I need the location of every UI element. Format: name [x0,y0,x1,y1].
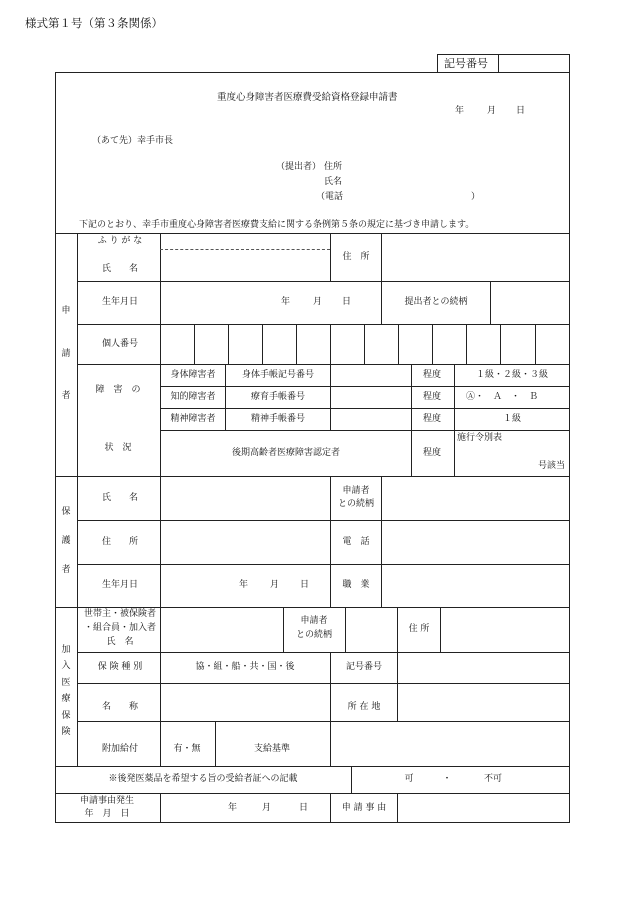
insurance-section-char-1: 加 [61,645,71,655]
insurance-location-label: 所 在 地 [347,702,381,712]
guardian-address-label: 住 所 [101,537,139,547]
reason-label: 申 請 事 由 [341,803,387,813]
mental-degree-label: 程度 [422,414,442,424]
physical-degree-label: 程度 [422,370,442,380]
elderly-degree-label: 程度 [422,448,442,458]
applicant-name-label: 氏 名 [101,264,139,274]
guardian-occupation-label: 職 業 [342,580,370,590]
guardian-section-char-1: 保 [61,507,71,517]
extra-benefit-label: 附加給付 [101,744,139,754]
guardian-section-char-3: 者 [61,565,71,575]
submitter-name-label: 氏名 [324,177,343,187]
reason-date-month: 月 [262,803,272,813]
benefit-criteria-label: 支給基準 [253,744,291,754]
applicant-furigana-label: ふ り が な [97,236,143,246]
physical-disability-label: 身体障害者 [170,370,216,380]
guardian-birth-year: 年 [239,580,249,590]
reason-date-day: 日 [299,803,309,813]
reason-date-label-2: 年 月 日 [84,809,130,819]
declaration-text: 下記のとおり、幸手市重度心身障害者医療費支給に関する条例第５条の規定に基づき申請します。 [79,220,475,230]
intellectual-degree-rest: ・ Ａ ・ Ｂ [475,392,539,402]
date-day: 日 [516,106,526,116]
elderly-disability-label: 後期高齢者医療障害認定者 [231,448,341,458]
submitter-address-label: 住所 [324,162,343,172]
physical-degree-values: １級・２級・３級 [475,370,549,380]
applicant-name-field[interactable] [245,250,329,280]
applicant-section-char-1: 申 [61,306,71,316]
guardian-birth-label: 生年月日 [101,580,139,590]
reason-date-year: 年 [228,803,238,813]
extra-benefit-values: 有・無 [173,744,201,754]
intellectual-degree-label: 程度 [422,392,442,402]
insurance-section-char-4: 療 [61,694,71,704]
applicant-birth-label: 生年月日 [101,297,139,307]
guardian-name-label: 氏 名 [101,493,139,503]
mental-book-label: 精神手帳番号 [250,414,306,424]
addressee: （あて先）幸手市長 [92,136,174,146]
personal-number-label: 個人番号 [101,339,139,349]
applicant-section-char-2: 請 [61,349,71,359]
guardian-birth-day: 日 [300,580,310,590]
intellectual-disability-label: 知的障害者 [170,392,216,402]
insured-head-label-3: 氏 名 [106,637,134,647]
generic-drug-note: ※後発医薬品を希望する旨の受給者証への記載 [108,774,298,784]
applicant-section-char-3: 者 [61,391,71,401]
guardian-relation-label-1: 申請者 [342,486,370,496]
guardian-relation-label-2: との続柄 [337,499,375,509]
guardian-birth-month: 月 [270,580,280,590]
insured-head-label-1: 世帯主・被保険者 [83,609,157,619]
intellectual-book-label: 療育手帳番号 [250,392,306,402]
insured-head-label-2: ・組合員・加入者 [83,623,157,633]
intellectual-degree-values [466,393,538,402]
form-title: 重度心身障害者医療費受給資格登録申請書 [217,92,398,103]
applicant-address-label: 住 所 [342,252,370,262]
insurance-name-label: 名 称 [101,702,139,712]
disability-label-2: 状 況 [104,443,132,453]
insured-relation-label-1: 申請者 [300,616,328,626]
circled-a-icon: Ⓐ [466,392,476,402]
insurance-section-char-5: 保 [61,711,71,721]
generic-drug-separator: ・ [442,774,452,784]
insured-relation-label-2: との続柄 [295,630,333,640]
generic-drug-no[interactable]: 不可 [483,774,503,784]
generic-drug-yes[interactable]: 可 [404,774,414,784]
applicant-birth-month: 月 [313,297,323,307]
physical-book-label: 身体手帳記号番号 [241,370,315,380]
record-number-label: 記号番号 [444,57,488,70]
insured-address-label: 住 所 [408,624,430,634]
reason-date-label-1: 申請事由発生 [79,796,135,806]
guardian-section-char-2: 護 [61,536,71,546]
submitter-phone-label: （電話 [316,192,344,202]
mental-disability-label: 精神障害者 [170,414,216,424]
insurance-kind-values: 協・組・船・共・国・後 [195,662,295,672]
insurance-section-char-3: 医 [61,678,71,688]
applicant-relation-label: 提出者との続柄 [404,297,468,307]
applicant-birth-day: 日 [342,297,352,307]
elderly-table-suffix: 号該当 [538,461,566,471]
date-month: 月 [487,106,497,116]
date-year: 年 [455,106,465,116]
applicant-birth-year: 年 [281,297,291,307]
mental-degree-value: １級 [502,414,522,424]
insurance-record-number-label: 記号番号 [345,662,383,672]
submitter-phone-close: ） [471,192,481,202]
submitter-label: （提出者） [276,162,322,172]
elderly-table-label: 施行令別表 [457,433,503,443]
insurance-kind-label: 保 険 種 別 [97,662,143,672]
insurance-section-char-2: 入 [61,661,71,671]
insurance-section-char-6: 険 [61,727,71,737]
guardian-phone-label: 電 話 [342,537,370,547]
disability-label-1: 障 害 の [95,385,141,395]
form-number: 様式第１号（第３条関係） [25,16,163,30]
